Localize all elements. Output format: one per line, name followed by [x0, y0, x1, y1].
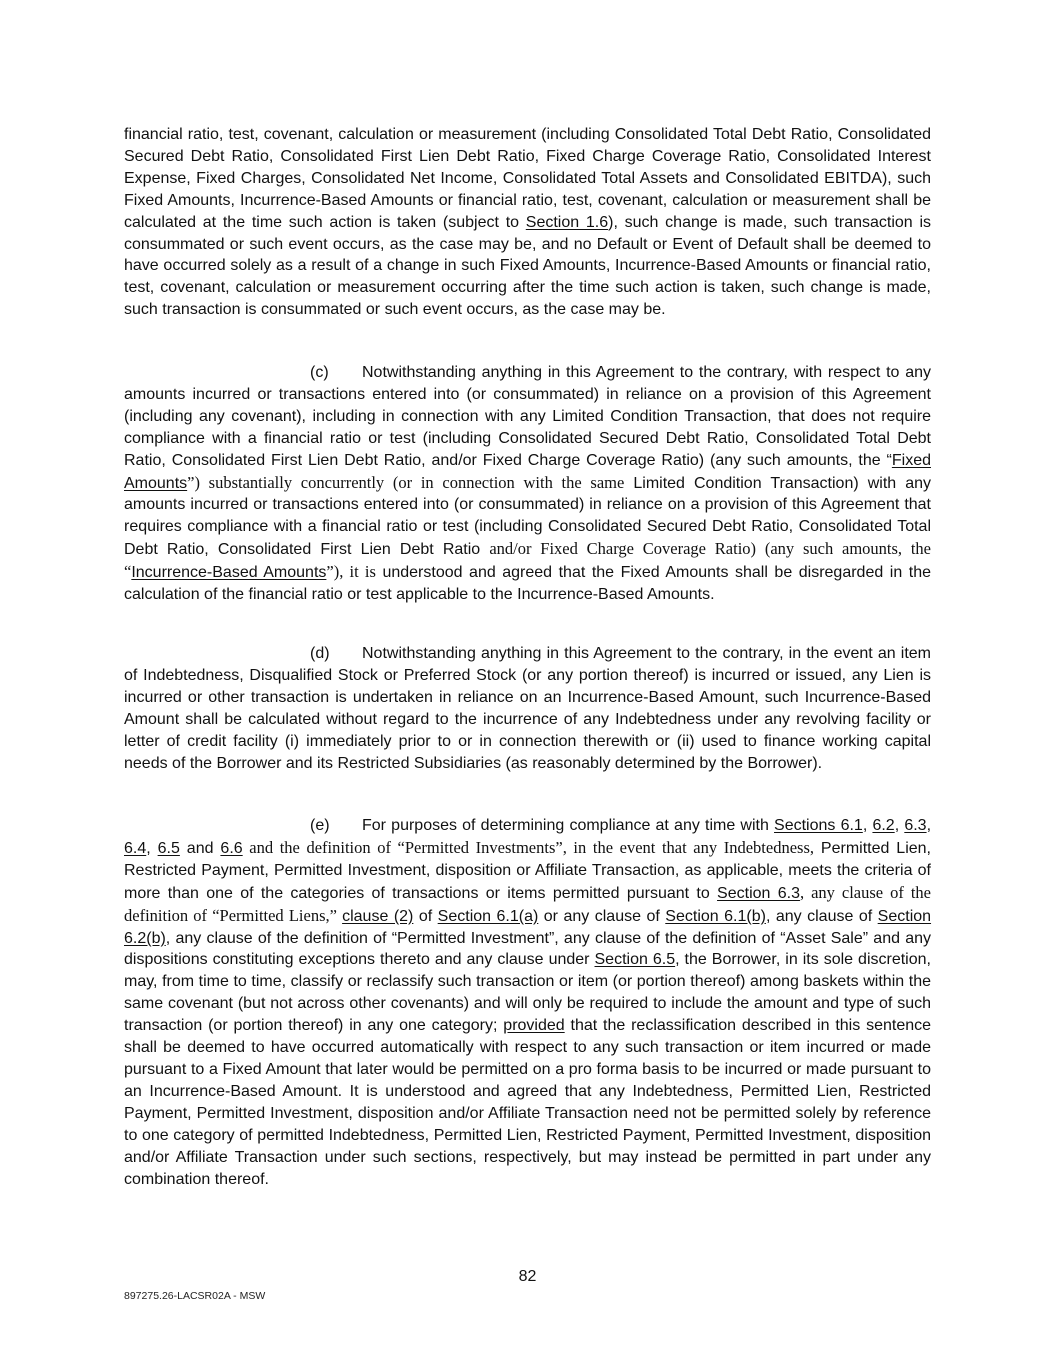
section-reference: Section 1.6 — [525, 213, 609, 231]
defined-term: Incurrence-Based Amounts — [131, 564, 327, 582]
paragraph-d: (d) Notwithstanding anything in this Agreement to the contrary, in the event an item of Indebtedness, Disqualified Stock or Preferred Stock (or any portion thereof) is incurred or issued, any Lien is incurred or other transaction is undertaken in reliance on an Incurrence-Based Amount, such Incurrence-Based Amount shall be calculated without regard to the incurrence of any Indebtedness under any revolving facility or letter of credit facility (i) immediately prior to or in connection therewith or (ii) used to finance working capital needs of the Borrower and its Restricted Subsidiaries (as reasonably determined by the Borrower). — [124, 645, 931, 772]
page-number: 82 — [518, 1268, 537, 1285]
section-reference: 6.4 — [124, 839, 147, 857]
clause-label: (d) — [310, 645, 330, 662]
section-reference: Section 6.1(a) — [437, 907, 539, 925]
section-reference: 6.3 — [904, 817, 927, 834]
paragraph-c: (c) Notwithstanding anything in this Agreement to the contrary, with respect to any amounts incurred or transactions entered into (or consummated) in reliance on a provision of this Agreement (including any covenant), including in connection with any Limited Condition Transaction, that does not require compliance with a financial ratio or test (including Consolidated Secured Debt Ratio, Consolidated Total Debt Ratio, Consolidated First Lien Debt Ratio, and/or Fixed Charge Coverage Ratio) (any such amounts, the “Fixed Amounts”) substantially concurrently (or in connection with the same Limited Condition Transaction) with any amounts incurred or transactions entered into (or consummated) in reliance on a provision of this Agreement that requires compliance with a financial ratio or test (including Consolidated Secured Debt Ratio, Consolidated Total Debt Ratio, Consolidated First Lien Debt Ratio and/or Fixed Charge Coverage Ratio) (any such amounts, the “Incurrence-Based Amounts”), it is understood and agreed that the Fixed Amounts shall be disregarded in the calculation of the financial ratio or test applicable to the Incurrence-Based Amounts. — [124, 364, 931, 604]
defined-term: Fixed Amounts — [124, 451, 931, 492]
paragraph-continuation: financial ratio, test, covenant, calculation or measurement (including Consolidated Total Debt Ratio, Consolidated Secured Debt Ratio, Consolidated First Lien Debt Ratio, Fixed Charge Coverage Ratio, Consolidated Interest Expense, Fixed Charges, Consolidated Net Income, Consolidated Total Assets and Consolidated EBITDA), such Fixed Amounts, Incurrence-Based Amounts or financial ratio, test, covenant, calculation or measurement shall be calculated at the time such action is taken (subject to Section 1.6), such change is made, such transaction is consummated or such event occurs, as the case may be, and no Default or Event of Default shall be deemed to have occurred solely as a result of a change in such Fixed Amounts, Incurrence-Based Amounts or financial ratio, test, covenant, calculation or measurement occurring after the time such action is taken, such change is made, such transaction is consummated or such event occurs, as the case may be. — [124, 126, 931, 319]
section-reference: 6.2 — [872, 817, 895, 834]
clause-reference: clause (2) — [342, 907, 414, 925]
clause-label: (c) — [310, 364, 329, 381]
proviso-term: provided — [503, 1017, 565, 1035]
paragraph-e: (e) For purposes of determining compliance at any time with Sections 6.1, 6.2, 6.3, 6.4, 6.5 and 6.6 and the definition of “Permitted Investments”, in the event that any Indebtedness, Permitted Lien, Restricted Payment, Permitted Investment, disposition or Affiliate Transaction, as applicable, meets the criteria of more than one of the categories of transactions or items permitted pursuant to Section 6.3, any clause of the definition of “Permitted Liens,” clause (2) of Section 6.1(a) or any clause of Section 6.1(b), any clause of Section 6.2(b), any clause of the definition of “Permitted Investment”, any clause of the definition of “Asset Sale” and any dispositions constituting exceptions thereto and any clause under Section 6.5, the Borrower, in its sole discretion, may, from time to time, classify or reclassify such transaction or item (or portion thereof) among baskets within the same covenant (but not across other covenants) and will only be required to include the amount and type of such transaction (or portion thereof) in any one category; provided that the reclassification described in this sentence shall be deemed to have occurred automatically with respect to any such transaction or item incurred or made pursuant to a Fixed Amount that later would be permitted on a pro forma basis to be incurred or made pursuant to an Incurrence-Based Amount. It is understood and agreed that any Indebtedness, Permitted Lien, Restricted Payment, Permitted Investment, disposition and/or Affiliate Transaction need not be permitted solely by reference to one category of permitted Indebtedness, Permitted Lien, Restricted Payment, Permitted Investment, disposition and/or Affiliate Transaction under such sections, respectively, but may instead be permitted in part under any combination thereof. — [124, 817, 932, 1188]
clause-label: (e) — [310, 817, 330, 834]
section-reference: Section 6.3 — [717, 884, 800, 902]
section-reference: 6.5 — [157, 839, 180, 857]
section-reference: Section 6.2(b) — [124, 907, 932, 947]
section-reference: 6.6 — [220, 839, 243, 857]
section-reference: Section 6.5 — [594, 951, 676, 969]
section-reference: Sections 6.1 — [774, 817, 863, 834]
document-id: 897275.26-LACSR02A - MSW — [124, 1290, 266, 1302]
section-reference: Section 6.1(b) — [665, 907, 766, 925]
